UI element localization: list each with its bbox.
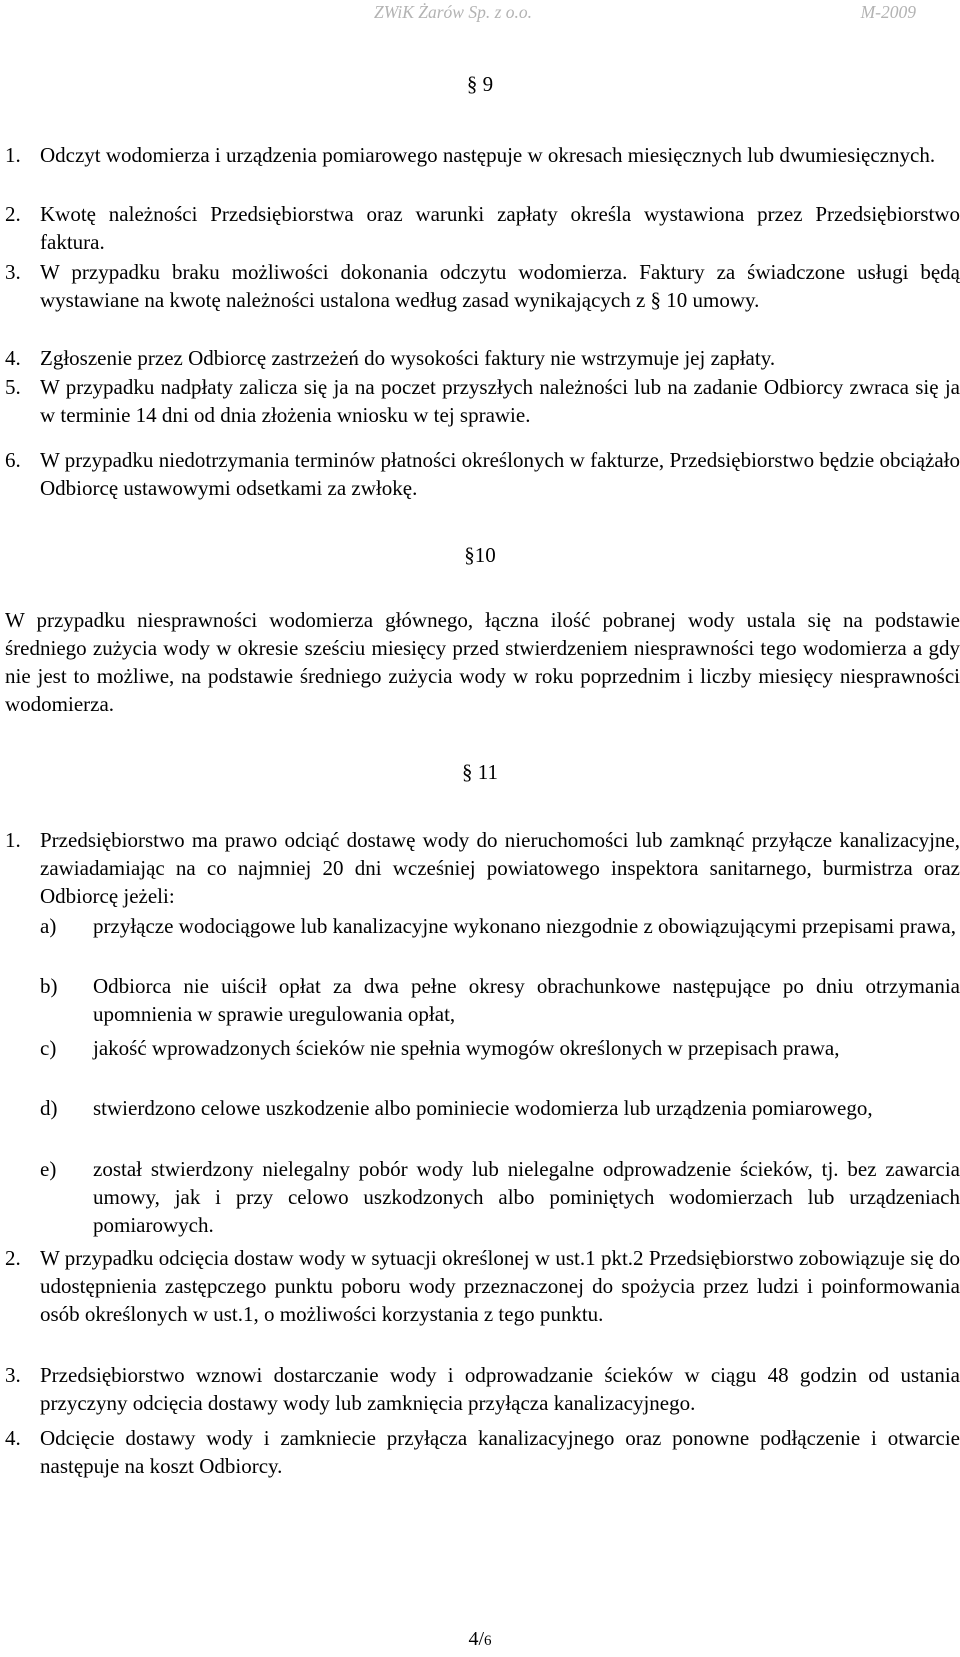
item-text: Odczyt wodomierza i urządzenia pomiarowego następuje w okresach miesięcznych lub dwumiesięcznych.: [40, 143, 936, 167]
sub-item-label: a): [40, 914, 57, 938]
list-item: [5, 446, 960, 502]
page-number: 4/6: [468, 1628, 492, 1650]
item-number: 6.: [5, 448, 21, 472]
sub-item: [40, 1034, 960, 1090]
list-item: [5, 141, 960, 197]
sub-item: [40, 1155, 960, 1239]
sub-item-text: jakość wprowadzonych ścieków nie spełnia wymogów określonych w przepisach prawa,: [93, 1036, 840, 1060]
item-text: Zgłoszenie przez Odbiorcę zastrzeżeń do wysokości faktury nie wstrzymuje jej zapłaty.: [40, 346, 776, 370]
item-text: W przypadku nadpłaty zalicza się ja na poczet przyszłych należności lub na zadanie Odbiorcy zwraca się ja w terminie 14 dni od dnia złożenia wniosku w tej sprawie.: [40, 375, 960, 427]
section-11-title: § 11: [462, 760, 498, 784]
item-text: W przypadku odcięcia dostaw wody w sytuacji określonej w ust.1 pkt.2 Przedsiębiorstwo zobowiązuje się do udostępnienia zastępczego punktu poboru wody przeznaczonej do spożycia przez ludzi i poinformowania osób określonych w ust.1, o możliwości korzystania z tego punktu.: [40, 1246, 960, 1326]
item-number: 5.: [5, 375, 21, 399]
list-item: [5, 1244, 960, 1356]
item-number: 1.: [5, 828, 21, 852]
item-number: 3.: [5, 260, 21, 284]
sub-item: [40, 912, 960, 968]
sub-item-text: Odbiorca nie uiścił opłat za dwa pełne okresy obrachunkowe następujące po dniu otrzymania upomnienia w sprawie uregulowania opłat,: [93, 974, 960, 1026]
item-number: 2.: [5, 202, 21, 226]
sub-item: [40, 972, 960, 1028]
sub-item-label: c): [40, 1036, 57, 1060]
sub-item-label: e): [40, 1157, 57, 1181]
section-10-title: §10: [464, 543, 496, 567]
item-text: Odcięcie dostawy wody i zamkniecie przyłącza kanalizacyjnego oraz ponowne podłączenie i otwarcie następuje na koszt Odbiorcy.: [40, 1426, 960, 1478]
sub-item-text: przyłącze wodociągowe lub kanalizacyjne wykonano niezgodnie z obowiązującymi przepisami prawa,: [93, 914, 956, 938]
page-current: 4: [468, 1628, 479, 1650]
item-number: 2.: [5, 1246, 21, 1270]
section-9-title: § 9: [466, 72, 494, 96]
item-number: 4.: [5, 346, 21, 370]
sub-item-text: został stwierdzony nielegalny pobór wody lub nielegalne odprowadzenie ścieków, tj. bez zawarcia umowy, jak i przy celowo uszkodzonych albo pominiętych wodomierzach lub urządzeniach pomiarowych.: [93, 1157, 960, 1237]
list-item: [5, 826, 960, 910]
list-item: [5, 1361, 960, 1417]
sub-item-text: stwierdzono celowe uszkodzenie albo pominiecie wodomierza lub urządzenia pomiarowego,: [93, 1096, 873, 1120]
list-item: [5, 1424, 960, 1480]
item-number: 1.: [5, 143, 21, 167]
item-number: 4.: [5, 1426, 21, 1450]
item-number: 3.: [5, 1363, 21, 1387]
item-text: W przypadku braku możliwości dokonania odczytu wodomierza. Faktury za świadczone usługi będą wystawiane na kwotę należności ustalona według zasad wynikających z § 10 umowy.: [40, 260, 960, 312]
sub-item-label: d): [40, 1096, 58, 1120]
sub-item: [40, 1094, 960, 1150]
list-item: [5, 200, 960, 256]
page-total: 6: [484, 1633, 492, 1649]
section-10-paragraph: W przypadku niesprawności wodomierza głównego, łączna ilość pobranej wody ustala się na podstawie średniego zużycia wody w okresie sześciu miesięcy przed stwierdzeniem niesprawności tego wodomierza a gdy nie jest to możliwe, na podstawie średniego zużycia wody w roku poprzednim i liczby miesięcy niesprawności wodomierza.: [5, 608, 960, 716]
header-company: ZWiK Żarów Sp. z o.o.: [374, 2, 533, 22]
list-item: [5, 373, 960, 429]
page-header: [0, 2, 960, 28]
sub-item-label: b): [40, 974, 58, 998]
list-item: [5, 344, 960, 372]
item-text: W przypadku niedotrzymania terminów płatności określonych w fakturze, Przedsiębiorstwo będzie obciążało Odbiorcę ustawowymi odsetkami za zwłokę.: [40, 448, 960, 500]
item-text: Przedsiębiorstwo wznowi dostarczanie wody i odprowadzanie ścieków w ciągu 48 godzin od ustania przyczyny odcięcia dostawy wody lub zamknięcia przyłącza kanalizacyjnego.: [40, 1363, 960, 1415]
header-code: M-2009: [860, 2, 916, 22]
item-text: Kwotę należności Przedsiębiorstwa oraz warunki zapłaty określa wystawiona przez Przedsiębiorstwo faktura.: [40, 202, 960, 254]
item-text: Przedsiębiorstwo ma prawo odciąć dostawę wody do nieruchomości lub zamknąć przyłącze kanalizacyjne, zawiadamiając na co najmniej 20 dni wcześniej powiatowego inspektora sanitarnego, burmistrza oraz Odbiorcę jeżeli:: [40, 828, 960, 908]
list-item: [5, 258, 960, 342]
